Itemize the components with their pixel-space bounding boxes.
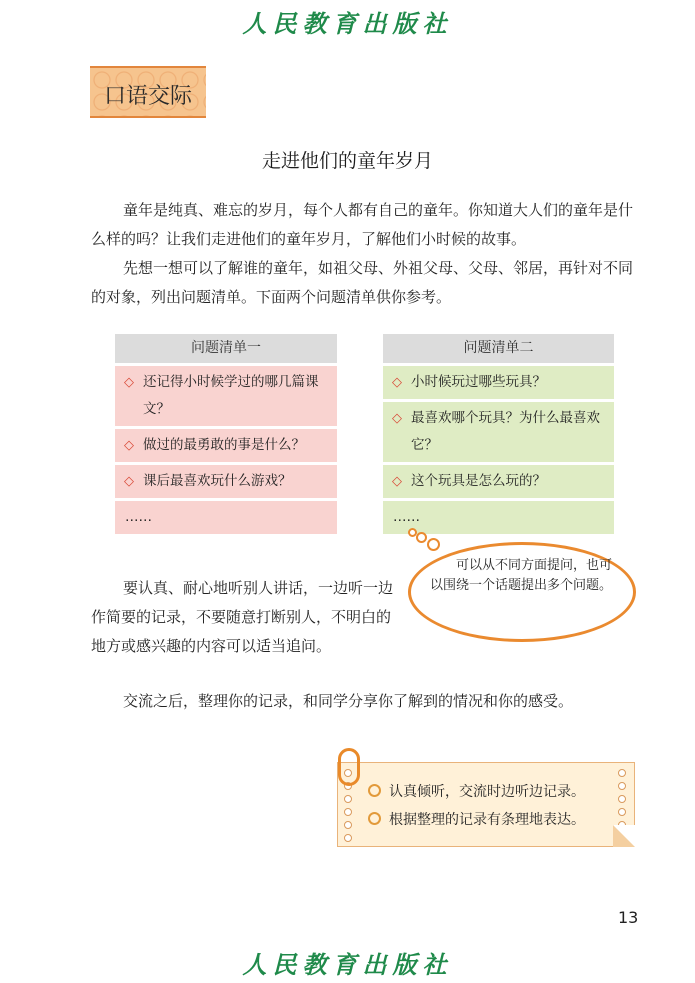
list-item: ◇ 做过的最勇敢的事是什么？ <box>115 429 337 462</box>
tips-note <box>337 762 635 847</box>
list-item: ◇ 课后最喜欢玩什么游戏？ <box>115 465 337 498</box>
paperclip-icon <box>338 748 360 786</box>
list-item: ◇ 最喜欢哪个玩具？为什么最喜欢它？ <box>383 402 614 462</box>
tip-line: 根据整理的记录有条理地表达。 <box>368 809 585 829</box>
diamond-icon: ◇ <box>392 411 402 426</box>
bubble-dot <box>416 532 427 543</box>
intro-paragraph: 童年是纯真、难忘的岁月，每个人都有自己的童年。你知道大人们的童年是什么样的吗？让我们走进他们的童年岁月，了解他们小时候的故事。 <box>91 201 634 248</box>
diamond-icon: ◇ <box>124 474 134 489</box>
bubble-text: 可以从不同方面提问，也可以围绕一个话题提出多个问题。 <box>430 558 613 593</box>
list-item: ◇ 这个玩具是怎么玩的？ <box>383 465 614 498</box>
question-list-two <box>383 334 614 537</box>
page-title: 走进他们的童年岁月 <box>261 150 433 172</box>
list-ellipsis: …… <box>383 501 614 534</box>
page-fold <box>613 825 635 847</box>
thought-bubble <box>402 526 642 646</box>
tip-line: 认真倾听，交流时边听边记录。 <box>368 781 585 801</box>
listening-paragraph: 要认真、耐心地听别人讲话，一边听一边作简要的记录，不要随意打断别人，不明白的地方或感兴趣的内容可以适当追问。 <box>91 579 394 655</box>
circle-icon <box>368 812 381 825</box>
publisher-watermark-top: 人民教育出版社 <box>242 9 453 38</box>
list-two-title: 问题清单二 <box>383 334 614 363</box>
section-badge <box>90 66 206 118</box>
sharing-paragraph: 交流之后，整理你的记录，和同学分享你了解到的情况和你的感受。 <box>123 692 574 710</box>
page-number: 13 <box>618 908 639 927</box>
list-item: ◇ 还记得小时候学过的哪几篇课文？ <box>115 366 337 426</box>
list-one-title: 问题清单一 <box>115 334 337 363</box>
question-list-one <box>115 334 337 537</box>
diamond-icon: ◇ <box>392 375 402 390</box>
circle-icon <box>368 784 381 797</box>
diamond-icon: ◇ <box>392 474 402 489</box>
instruction-paragraph: 先想一想可以了解谁的童年，如祖父母、外祖父母、父母、邻居，再针对不同的对象，列出问题清单。下面两个问题清单供你参考。 <box>91 259 634 306</box>
list-item: ◇ 小时候玩过哪些玩具？ <box>383 366 614 399</box>
publisher-watermark-bottom: 人民教育出版社 <box>242 950 453 979</box>
section-label: 口语交际 <box>103 84 192 109</box>
diamond-icon: ◇ <box>124 375 134 390</box>
list-ellipsis: …… <box>115 501 337 534</box>
bubble-dot <box>427 538 440 551</box>
diamond-icon: ◇ <box>124 438 134 453</box>
